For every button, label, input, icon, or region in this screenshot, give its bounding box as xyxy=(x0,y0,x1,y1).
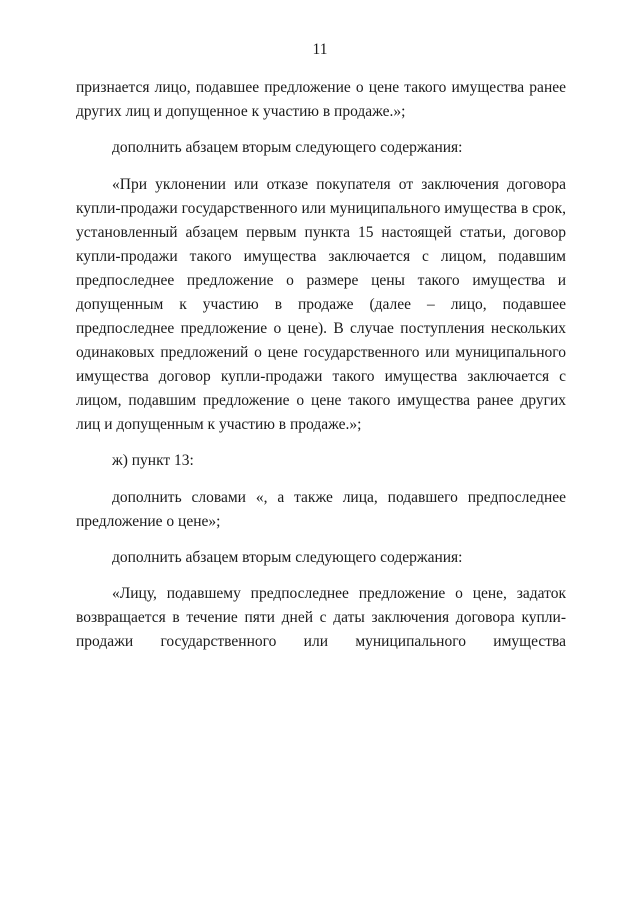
paragraph-amendment-instruction: дополнить словами «, а также лица, подавшего предпоследнее предложение о цене»; xyxy=(76,488,566,530)
paragraph-item-heading: ж) пункт 13: xyxy=(112,452,194,470)
document-body xyxy=(76,76,566,654)
paragraph-quoted-text: «При уклонении или отказе покупателя от заключения договора купли-продажи государственного или муниципального имущества в срок, установленный абзацем первым пункта 15 настоящей статьи, договор купли-продажи такого имущества заключается с лицом, подавшим предпоследнее предложение о размере цены такого имущества и допущенным к участию в продаже (далее – лицо, подавшее предпоследнее предложение о цене). В случае поступления нескольких одинаковых предложений о цене государственного или муниципального имущества договор купли-продажи такого имущества заключается с лицом, подавшим предложение о цене такого имущества ранее других лиц и допущенным к участию в продаже.»; xyxy=(76,175,566,433)
paragraph-amendment-instruction: дополнить абзацем вторым следующего содержания: xyxy=(112,548,463,566)
paragraph-amendment-instruction: дополнить абзацем вторым следующего содержания: xyxy=(112,139,463,157)
paragraph-quoted-text: «Лицу, подавшему предпоследнее предложение о цене, задаток возвращается в течение пяти дней с даты заключения договора купли-продажи государственного или муниципального имущества xyxy=(76,585,566,651)
page-number: 11 xyxy=(312,41,328,58)
paragraph-continuation: признается лицо, подавшее предложение о цене такого имущества ранее других лиц и допущенное к участию в продаже.»; xyxy=(76,79,566,120)
